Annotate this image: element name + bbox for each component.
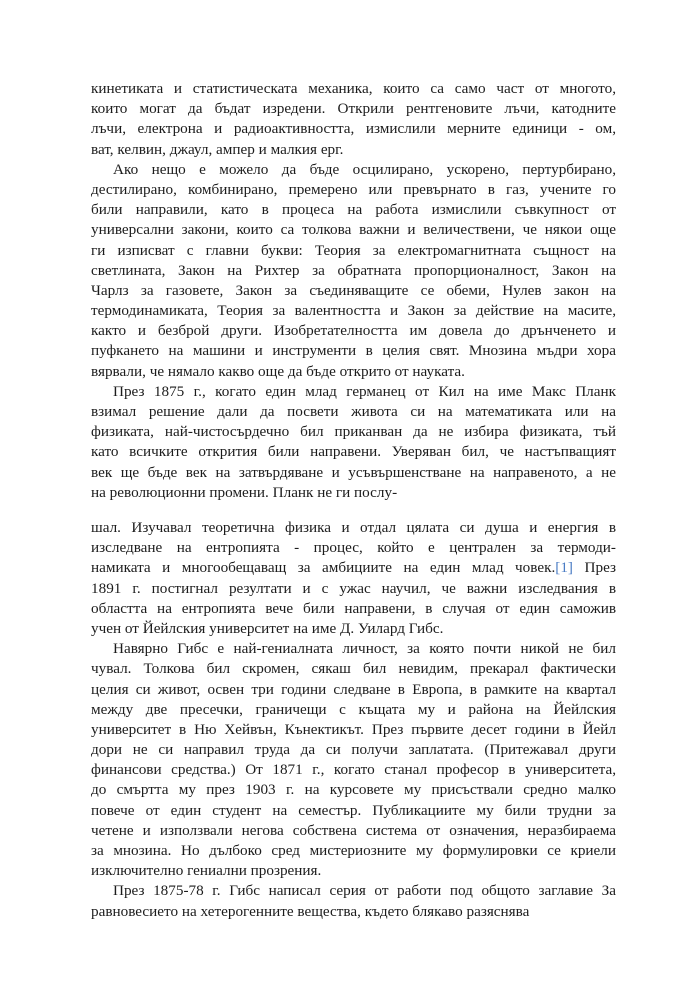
text-line-content: ги изписват с главни букви: Теория за електромагнитната същност на bbox=[91, 241, 616, 259]
text-line-content: четене и използвали негова собствена система от означения, неразбираема bbox=[91, 821, 616, 839]
text-line bbox=[91, 518, 616, 538]
text-line-content: областта на ентропията вече били направени, в случая от един саможив bbox=[91, 599, 616, 617]
text-line bbox=[91, 579, 616, 599]
text-line-content: вярвали, че нямало какво още да бъде открито от науката. bbox=[91, 362, 465, 380]
text-line-content: Чарлз за газовете, Закон за съединяващите се обеми, Нулев закон на bbox=[91, 281, 616, 299]
text-line bbox=[91, 261, 616, 281]
text-line bbox=[91, 639, 616, 659]
text-line-content: универсални закони, които са толкова важни и величествени, че някои още bbox=[91, 221, 616, 239]
text-line bbox=[91, 99, 616, 119]
text-line-content: ват, келвин, джаул, ампер и малкия ерг. bbox=[91, 140, 344, 158]
text-line bbox=[91, 841, 616, 861]
text-line bbox=[91, 281, 616, 301]
text-line bbox=[91, 301, 616, 321]
text-line bbox=[91, 558, 616, 578]
text-line bbox=[91, 861, 616, 881]
text-line-content: като всичките открития били направени. Уверяван бил, че настъпващият bbox=[91, 443, 616, 461]
text-line-content: както и безброй други. Изобретателността им довела до дрънченето и bbox=[91, 322, 616, 340]
text-line-content: пуфкането на машини и инструменти в целия свят. Мнозина мъдри хора bbox=[91, 342, 616, 360]
text-line bbox=[91, 659, 616, 679]
text-line bbox=[91, 119, 616, 139]
text-line-content: Навярно Гибс е най-гениалната личност, за която почти никой не бил bbox=[113, 640, 616, 658]
footnote-link[interactable]: [1] bbox=[555, 559, 573, 577]
text-line-content: термодинамиката, Теория за валентността и Закон за действие на масите, bbox=[91, 302, 616, 320]
text-line-content: учен от Йейлския университет на име Д. Уилард Гибс. bbox=[91, 619, 444, 637]
text-line bbox=[91, 241, 616, 261]
text-line-content: През 1875 г., когато един млад германец от Кил на име Макс Планк bbox=[113, 382, 616, 400]
text-line-content: целия си живот, освен три години следване в Европа, в рамките на квартал bbox=[91, 680, 616, 698]
text-line-content: През 1875-78 г. Гибс написал серия от работи под общото заглавие За bbox=[113, 882, 616, 900]
text-line-content: повече от един студент на семестър. Публикациите му били трудни за bbox=[91, 801, 616, 819]
text-line bbox=[91, 680, 616, 700]
text-line-content: били направили, като в процеса на работа измислили съвкупност от bbox=[91, 201, 616, 219]
text-block-bottom bbox=[91, 518, 616, 922]
text-line bbox=[91, 362, 616, 382]
text-line-content: взимал решение дали да посвети живота си на математиката или на bbox=[91, 403, 616, 420]
text-line-content: физиката, най-чистосърдечно бил приканван да не избира физиката, тъй bbox=[91, 423, 616, 441]
text-line bbox=[91, 720, 616, 740]
text-line bbox=[91, 700, 616, 720]
text-line bbox=[91, 382, 616, 402]
text-line bbox=[91, 402, 616, 422]
text-block-top bbox=[91, 79, 616, 503]
text-line bbox=[91, 422, 616, 442]
text-line bbox=[91, 160, 616, 180]
text-line-content: финансови средства.) От 1871 г., когато станал професор в университета, bbox=[91, 761, 616, 779]
text-line-content: изключително гениални прозрения. bbox=[91, 862, 322, 880]
text-line-content: равновесието на хетерогенните вещества, където блякаво разяснява bbox=[91, 902, 530, 920]
text-line bbox=[91, 200, 616, 220]
text-line bbox=[91, 442, 616, 462]
text-line-content: лъчи, електрона и радиоактивността, измислили мерните единици - ом, bbox=[91, 120, 616, 138]
text-line bbox=[91, 180, 616, 200]
text-line-content: до смъртта му през 1903 г. на курсовете му присъствали средно малко bbox=[91, 781, 616, 799]
text-line bbox=[91, 321, 616, 341]
text-line bbox=[91, 740, 616, 760]
text-line bbox=[91, 341, 616, 361]
text-line-content: дестилирано, комбинирано, премерено или превърнато в газ, учените го bbox=[91, 180, 616, 198]
text-line-content: чувал. Толкова бил скромен, сякаш бил невидим, прекарал фактически bbox=[91, 660, 616, 678]
text-line bbox=[91, 483, 616, 503]
text-line bbox=[91, 599, 616, 619]
text-line-content: за мнозина. Но дълбоко сред мистериозните му формулировки се криели bbox=[91, 842, 616, 859]
text-line-content: на революционни промени. Планк не ги послу- bbox=[91, 483, 398, 501]
text-line-content: Ако нещо е можело да бъде осцилирано, ускорено, пертурбирано, bbox=[113, 160, 616, 178]
text-line bbox=[91, 780, 616, 800]
text-line bbox=[91, 463, 616, 483]
text-line bbox=[91, 619, 616, 639]
text-line bbox=[91, 79, 616, 99]
text-line bbox=[91, 801, 616, 821]
text-line bbox=[91, 881, 616, 901]
text-line-content: дори не си направил труда да си получи заплатата. (Притежавал други bbox=[91, 741, 616, 759]
text-line-content: намиката и многообещаващ за амбициите на един млад човек. bbox=[91, 559, 556, 577]
text-line-content: между две пресечки, граничещи с къщата му и района на Йейлския bbox=[91, 700, 616, 718]
text-line-continuation: През bbox=[573, 559, 616, 577]
text-line-content: университет в Ню Хейвън, Кънектикът. През първите десет години в Йейл bbox=[91, 720, 616, 738]
text-line-content: които могат да бъдат изредени. Открили рентгеновите лъчи, катодните bbox=[91, 100, 616, 118]
text-line bbox=[91, 821, 616, 841]
text-line bbox=[91, 538, 616, 558]
text-line bbox=[91, 140, 616, 160]
text-line-content: светлината, Закон на Рихтер за обратната пропорционалност, Закон на bbox=[91, 261, 616, 279]
text-line-content: кинетиката и статистическата механика, които са само част от многото, bbox=[91, 80, 616, 97]
text-line bbox=[91, 902, 616, 922]
text-line bbox=[91, 220, 616, 240]
text-line bbox=[91, 760, 616, 780]
text-line-content: изследване на ентропията - процес, който е централен за термоди- bbox=[91, 539, 616, 557]
text-line-content: 1891 г. постигнал резултати и с ужас научил, че важни изследвания в bbox=[91, 579, 616, 597]
text-line-content: век ще бъде век на затвърдяване и усъвършенстване на направеното, а не bbox=[91, 463, 616, 481]
text-line-content: шал. Изучавал теоретична физика и отдал цялата си душа и енергия в bbox=[91, 519, 616, 536]
